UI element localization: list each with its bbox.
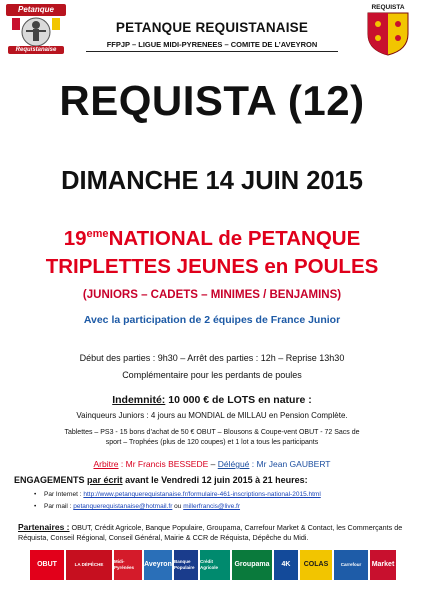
sponsor-logo: Banque Populaire [174, 550, 198, 580]
prize-amount: 10 000 € de LOTS en nature : [165, 394, 312, 406]
schedule-line: Début des parties : 9h30 – Arrêt des parties : 12h – Reprise 13h30 [79, 353, 345, 363]
bullet-icon: • [34, 491, 37, 498]
delegue-label: Délégué [217, 459, 250, 469]
sponsor-logo: Market [370, 550, 396, 580]
club-logo-top-text: Petanque [17, 5, 54, 14]
consolation-line: Complémentaire pour les perdants de poules [122, 370, 302, 380]
federation-line: FFPJP – LIGUE MIDI-PYRENEES – COMITE DE L’AVEYRON [106, 40, 318, 49]
bullet-icon: • [34, 503, 37, 510]
event-title-line1 [0, 222, 424, 251]
registration-label: ENGAGEMENTS [14, 475, 85, 485]
prize-label: Indemnité: [112, 394, 166, 406]
sponsor-logo: OBUT [30, 550, 64, 580]
registration-url-link[interactable]: http://www.petanquerequistanaise.fr/formulaire-461-inscriptions-national-2015.html [83, 491, 321, 498]
sponsor-logo: COLAS [300, 550, 332, 580]
registration-mail [34, 503, 240, 510]
registration-colon: : [304, 475, 308, 485]
registration-heading [14, 475, 308, 485]
internet-label: Par Internet : [44, 491, 84, 498]
sponsor-logo: Groupama [232, 550, 272, 580]
sponsor-logo: 4K [274, 550, 298, 580]
registration-written: par écrit [87, 475, 123, 485]
partners-list: OBUT, Crédit Agricole, Banque Populaire, Groupama, Carrefour Market & Contact, les Commerçants de Réquista, Conseil Régional, Conseil Général, Mairie & CCR de Réquista, Dépêche du Midi. [18, 523, 403, 542]
partners-label: Partenaires : [18, 522, 70, 532]
officials-line [0, 459, 424, 469]
town-crest-label: REQUISTA [371, 4, 405, 11]
sponsor-logos [30, 550, 402, 584]
sponsor-logo: Midi-Pyrénées [114, 550, 142, 580]
sponsor-logo: Aveyron [144, 550, 172, 580]
registration-deadline: avant le Vendredi 12 juin 2015 à 21 heures [122, 475, 305, 485]
title-national: NATIONAL de PETANQUE [108, 227, 361, 250]
event-date: DIMANCHE 14 JUIN 2015 [61, 167, 363, 195]
club-name: PETANQUE REQUISTANAISE [115, 20, 309, 35]
delegue-name: : Mr Jean GAUBERT [249, 459, 331, 469]
officials-separator: – [208, 459, 218, 469]
sponsor-logo: Carrefour [334, 550, 368, 580]
edition-number: 19 [63, 227, 87, 250]
event-city: REQUISTA (12) [59, 77, 365, 124]
prize-details-line1: Tablettes – PS3 - 15 bons d’achat de 50 € OBUT – Blousons & Coupe-vent OBUT - 72 Sacs de [64, 429, 360, 436]
mail-link-1[interactable]: petanquerequistanaise@hotmail.fr [73, 503, 173, 510]
prize-details-line2: sport – Trophées (plus de 120 coupes) et 1 lot a tous les participants [105, 439, 319, 446]
edition-suffix: eme [86, 228, 109, 240]
arbitre-name: : Mr Francis BESSEDE [118, 459, 209, 469]
header-divider [86, 51, 338, 52]
mail-link-2[interactable]: millerfrancis@live.fr [183, 503, 241, 510]
event-participation: Avec la participation de 2 équipes de France Junior [83, 314, 341, 326]
event-title-line2: TRIPLETTES JEUNES en POULES [45, 255, 379, 278]
sponsor-logo: LA DÉPÊCHE [66, 550, 112, 580]
prize-details [0, 428, 424, 448]
club-logo-bottom-text: Requistanaise [15, 47, 57, 53]
registration-internet [34, 491, 321, 498]
mail-label: Par mail : [44, 503, 74, 510]
partners-text [18, 522, 408, 543]
town-crest [356, 4, 420, 56]
event-categories: (JUNIORS – CADETS – MINIMES / BENJAMINS) [82, 289, 342, 301]
prize-heading [0, 394, 424, 406]
arbitre-label: Arbitre [93, 459, 119, 469]
sponsor-logo: Crédit Agricole [200, 550, 230, 580]
mail-or: ou [172, 503, 184, 510]
winners-line: Vainqueurs Juniors : 4 jours au MONDIAL de MILLAU en Pension Complète. [76, 411, 348, 420]
